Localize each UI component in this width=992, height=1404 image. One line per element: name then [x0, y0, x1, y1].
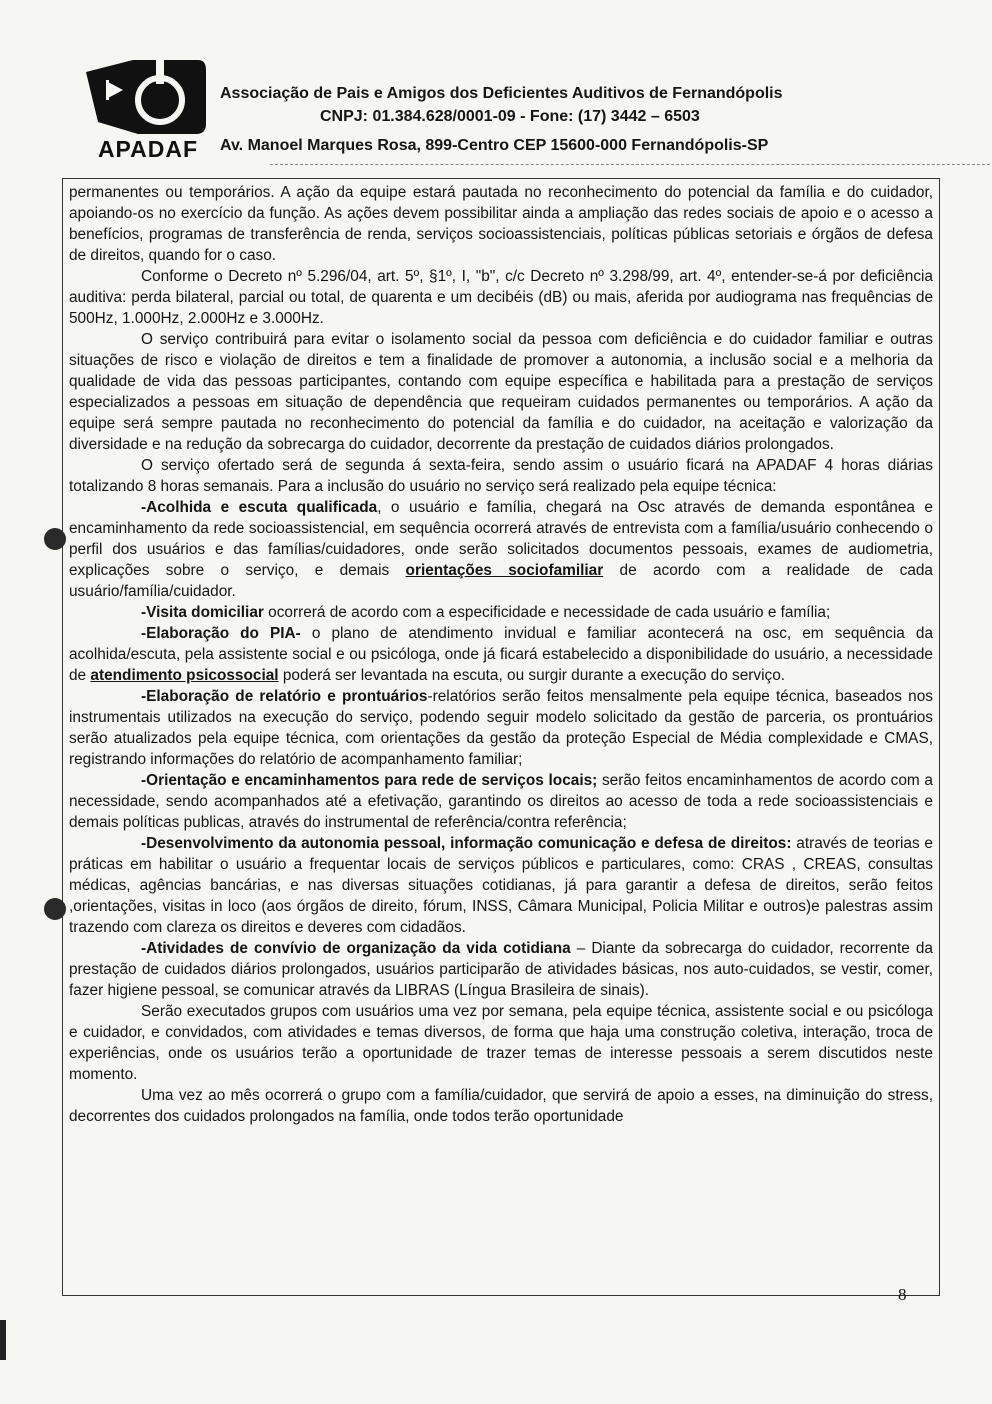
item-title: -Orientação e encaminhamentos para rede de serviços locais;: [141, 772, 598, 789]
address: Av. Manoel Marques Rosa, 899-Centro CEP 15600-000 Fernandópolis-SP: [220, 137, 769, 154]
paragraph: Uma vez ao mês ocorrerá o grupo com a família/cuidador, que servirá de apoio a esses, na diminuição do stress, decorrentes dos cuidados prolongados na família, onde todos terão oportunidade: [69, 1087, 933, 1125]
list-item: [69, 686, 933, 770]
paragraph: O serviço contribuirá para evitar o isolamento social da pessoa com deficiência e do cuidador familiar e outras situações de risco e violação de direitos e tem a finalidade de promover a autonomia, a inclusão social e a melhoria da qualidade de vida das pessoas participantes, contando com equipe específica e habilitada para a prestação de serviços especializados a pessoas em situação de dependência que requeiram cuidados permanentes ou temporários. A ação da equipe será sempre pautada no reconhecimento do potencial da família e do cuidador, na aceitação e valorização da diversidade e na redução da sobrecarga do cuidador, decorrente da prestação de cuidados diários prolongados.: [69, 331, 933, 453]
punch-hole-mark: [44, 898, 66, 920]
organization-name: Associação de Pais e Amigos dos Deficientes Auditivos de Fernandópolis: [220, 85, 783, 102]
paragraph: O serviço ofertado será de segunda á sexta-feira, sendo assim o usuário ficará na APADAF 4 horas diárias totalizando 8 horas semanais. Para a inclusão do usuário no serviço será realizado pela equipe técnica:: [69, 457, 933, 495]
page-number: 8: [898, 1285, 907, 1304]
scan-edge-mark: [0, 1320, 6, 1360]
underlined-term: orientações sociofamiliar: [405, 562, 604, 579]
item-text: poderá ser levantada na escuta, ou surgir durante a execução do serviço.: [278, 667, 786, 684]
item-text: -relatórios serão feitos mensalmente pela equipe técnica, baseados nos instrumentais utilizados na execução do serviço, podendo seguir modelo solicitado da gestão de parceria, os prontuários serão atualizados pela equipe técnica, com orientações da gestão da proteção Especial de Média complexidade e CMAS, registrando informações do relatório de acompanhamento familiar;: [69, 688, 933, 768]
header-divider: [270, 164, 992, 165]
item-text: ocorrerá de acordo com a especificidade e necessidade de cada usuário e família;: [263, 604, 831, 621]
list-item: [69, 602, 933, 623]
item-text: através de teorias e práticas em habilitar o usuário a frequentar locais de serviços públicos e particulares, como: CRAS , CREAS, consultas médicas, agências bancárias, e nas diversas situações cotidianas, já para garantir a defesa de direitos, serão feitos ,orientações, visitas in loco (aos órgãos de direito, fórum, INSS, Câmara Municipal, Policia Militar e outros)e palestras assim trazendo com clareza os direitos e deveres com cidadãos.: [69, 835, 933, 936]
document-body: [62, 178, 940, 1296]
ear-logo-icon: [78, 52, 208, 142]
paragraph: Serão executados grupos com usuários uma vez por semana, pela equipe técnica, assistente social e ou psicóloga e cuidador, e convidados, com atividades e temas diversos, de forma que haja uma construção coletiva, interação, troca de experiências, onde os usuários terão a oportunidade de trazer temas de interesse pessoais a serem discutidos neste momento.: [69, 1003, 933, 1083]
list-item: [69, 770, 933, 833]
paragraph: permanentes ou temporários. A ação da equipe estará pautada no reconhecimento do potencial da família e do cuidador, apoiando-os no exercício da função. As ações devem possibilitar ainda a ampliação das redes sociais de apoio e o acesso a benefícios, programas de transferência de renda, serviços socioassistenciais, políticas públicas setoriais e órgãos de defesa de direitos, quando for o caso.: [69, 184, 933, 264]
list-item: [69, 623, 933, 686]
logo-text: APADAF: [97, 136, 199, 162]
item-title: -Elaboração de relatório e prontuários: [141, 688, 428, 705]
item-title: -Desenvolvimento da autonomia pessoal, informação comunicação e defesa de direitos:: [141, 835, 792, 852]
item-text: o plano de atendimento invidual e familiar acontecerá na osc, em sequência da acolhida/escuta, pela assistente social e ou psicóloga, onde já ficará estabelecido a disponibilidade do usuário, a necessidade de: [69, 625, 934, 684]
apadaf-logo: [78, 52, 208, 162]
list-item: [69, 833, 933, 938]
list-item: [69, 497, 933, 602]
item-text: de acordo com a realidade de cada usuário/família/cuidador.: [69, 562, 933, 600]
item-title: -Elaboração do PIA-: [141, 625, 301, 642]
paragraph: Conforme o Decreto nº 5.296/04, art. 5º, §1º, I, "b", c/c Decreto nº 3.298/99, art. 4º, entender-se-á por deficiência auditiva: perda bilateral, parcial ou total, de quarenta e um decibéis (dB) ou mais, aferida por audiograma nas frequências de 500Hz, 1.000Hz, 2.000Hz e 3.000Hz.: [69, 268, 933, 327]
punch-hole-mark: [44, 528, 66, 550]
letterhead: [60, 40, 940, 170]
item-title: -Atividades de convívio de organização da vida cotidiana: [141, 940, 571, 957]
item-text: serão feitos encaminhamentos de acordo com a necessidade, sendo acompanhados até a efetivação, garantindo os direitos ao acesso de toda a rede socioassistenciais e demais políticas publicas, através do instrumental de referência/contra referência;: [69, 772, 933, 831]
cnpj-phone: CNPJ: 01.384.628/0001-09 - Fone: (17) 3442 – 6503: [320, 108, 700, 125]
item-text: – Diante da sobrecarga do cuidador, recorrente da prestação de cuidados diários prolongados, usuários participarão de atividades básicas, nos auto-cuidados, se vestir, comer, fazer higiene pessoal, se comunicar através da LIBRAS (Língua Brasileira de sinais).: [69, 940, 933, 999]
list-item: [69, 938, 933, 1001]
item-text: , o usuário e família, chegará na Osc através de demanda espontânea e encaminhamento da rede socioassistencial, em sequência ocorrerá através de entrevista com a família/usuário conhecendo o perfil dos usuários e das famílias/cuidadores, onde serão solicitados documentos pessoais, exames de audiometria, explicações sobre o serviço, e demais: [69, 499, 933, 579]
item-title: -Acolhida e escuta qualificada: [141, 499, 378, 516]
item-title: -Visita domiciliar: [141, 604, 264, 621]
underlined-term: atendimento psicossocial: [90, 667, 279, 684]
